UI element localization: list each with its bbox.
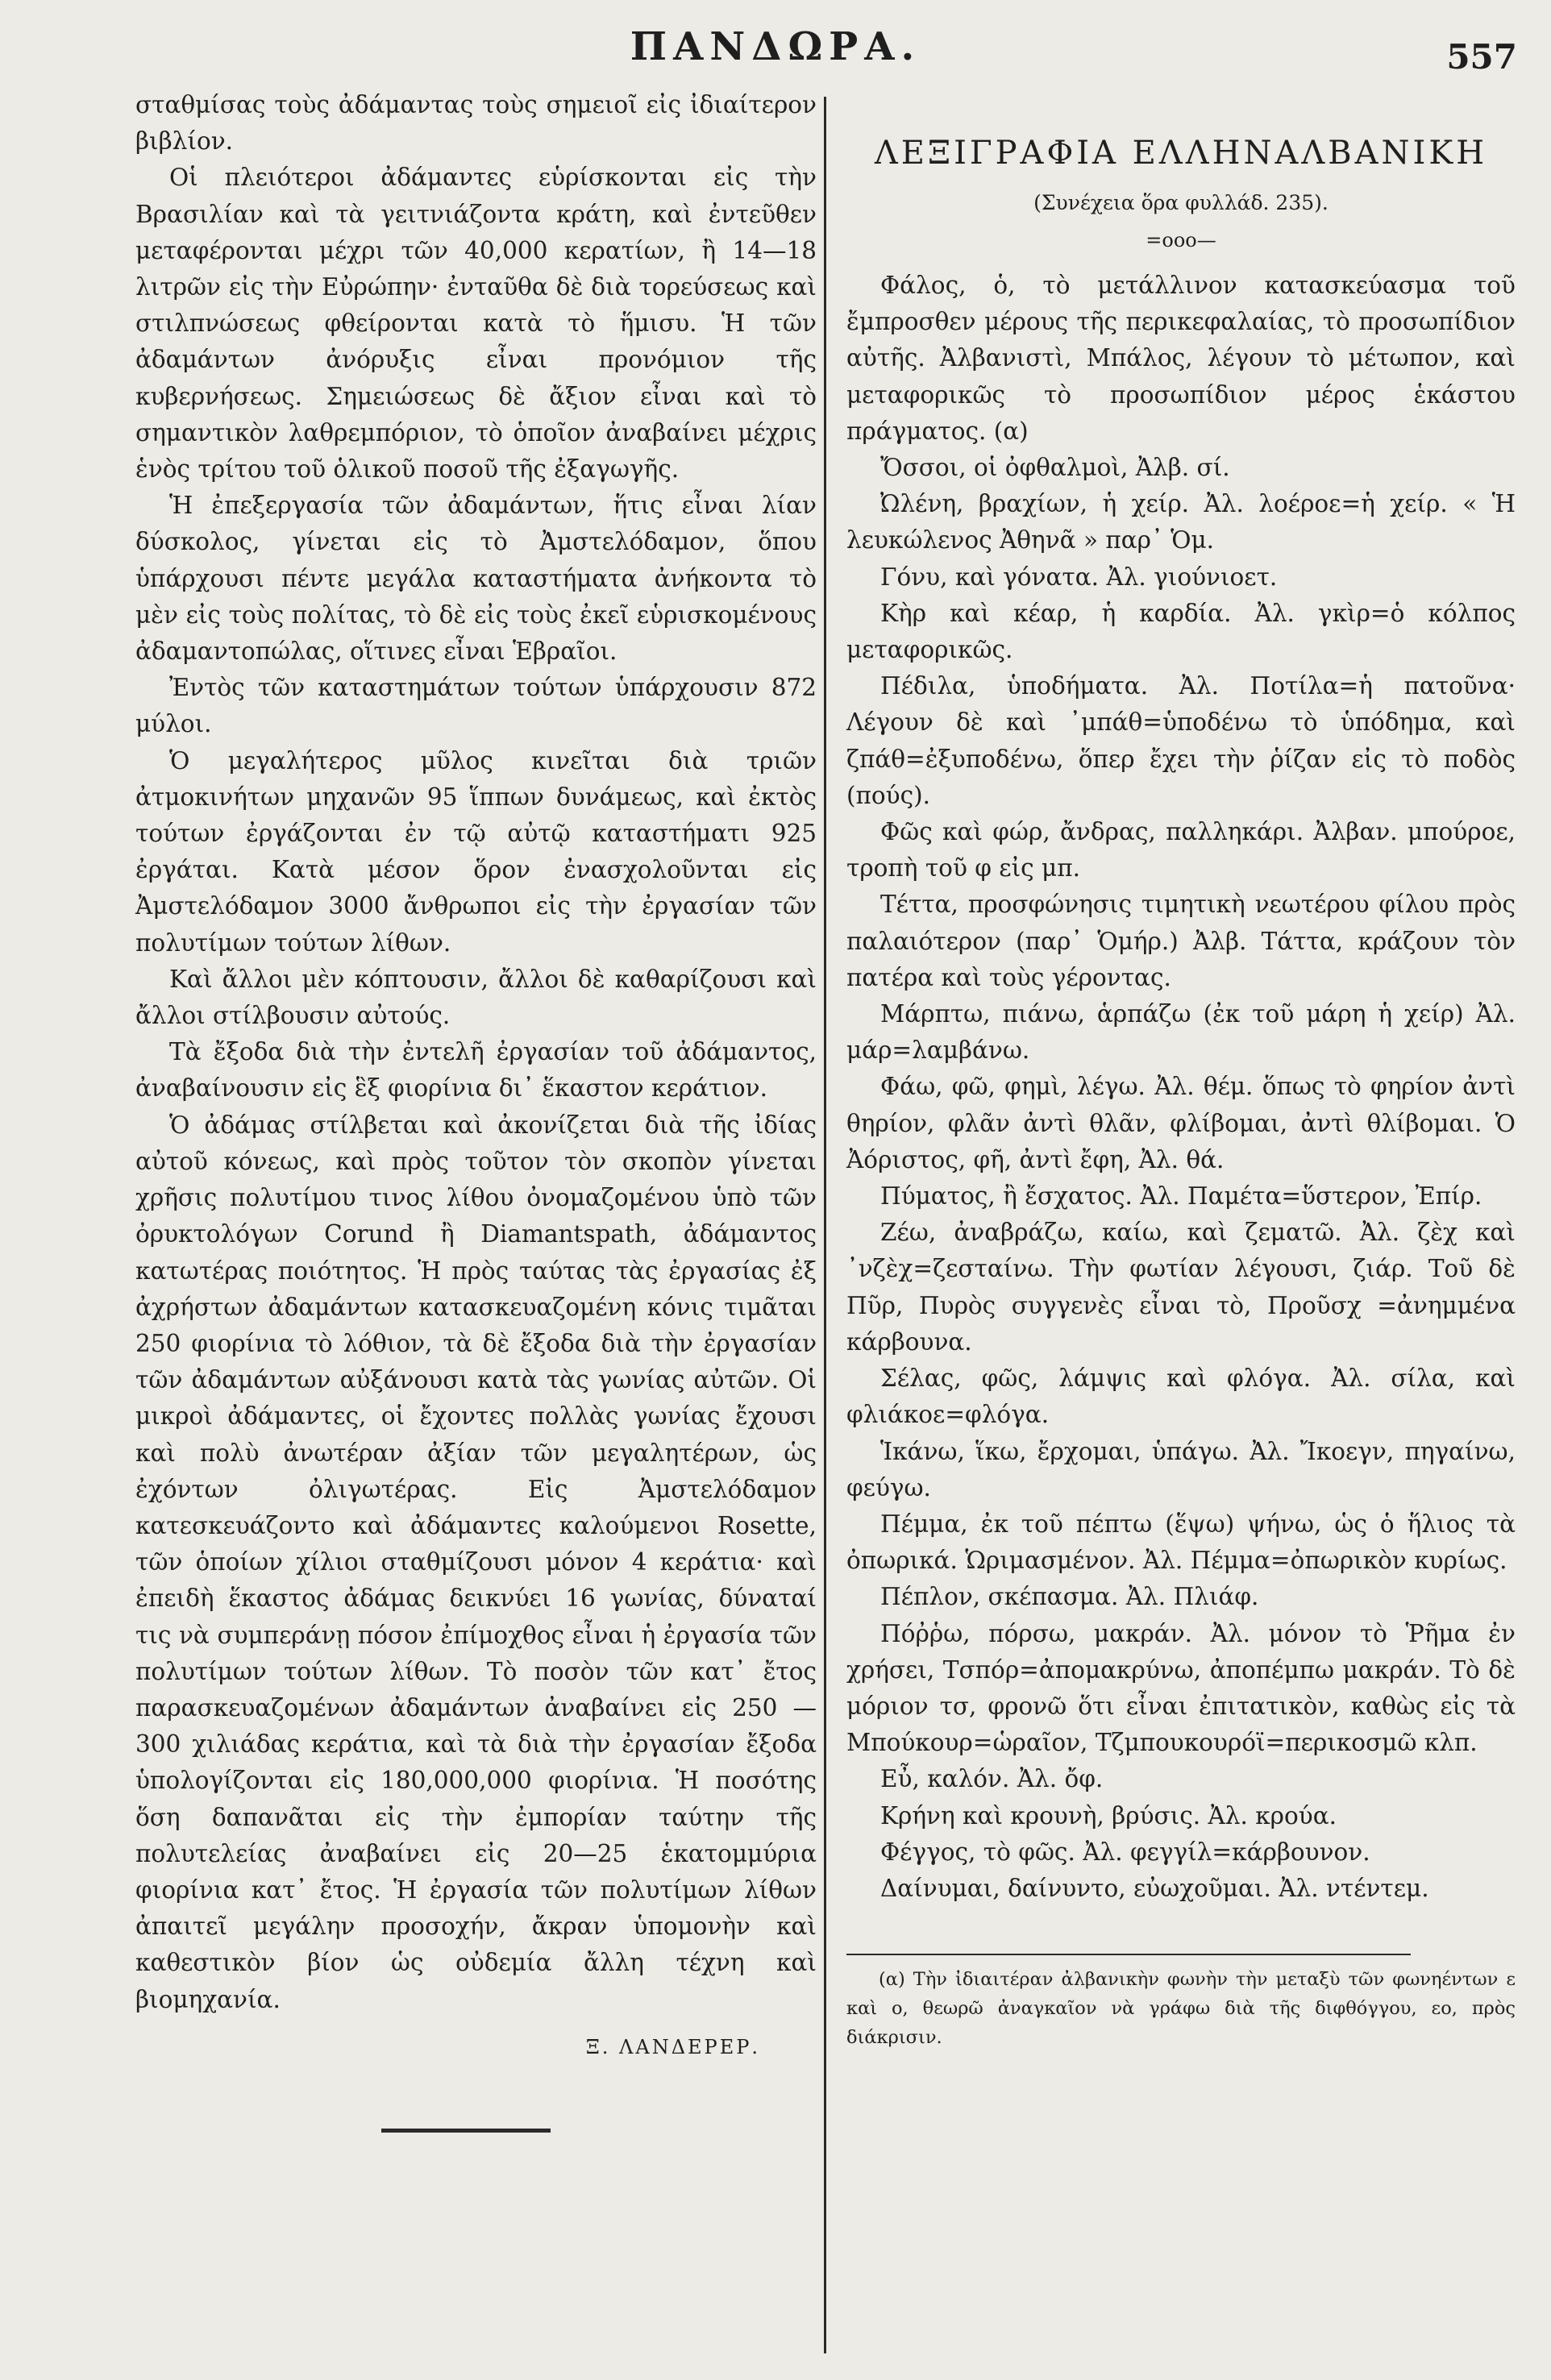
- section-subtitle: (Συνέχεια ὅρα φυλλάδ. 235).: [1033, 191, 1329, 214]
- left-paragraph: Ὁ μεγαλήτερος μῦλος κινεῖται διὰ τριῶν ἀτμοκινήτων μηχανῶν 95 ἵππων δυνάμεως, καὶ ἐκτὸς τούτων ἐργάζονται ἐν τῷ αὐτῷ καταστήματι 925 ἐργάται. Κατὰ μέσον ὅρον ἐνασχολοῦνται εἰς Ἀμστελόδαμον 3000 ἄνθρωποι εἰς τὴν ἐργασίαν τῶν πολυτίμων τούτων λίθων.: [135, 746, 817, 957]
- left-paragraph: Καὶ ἄλλοι μὲν κόπτουσιν, ἄλλοι δὲ καθαρίζουσι καὶ ἄλλοι στίλβουσιν αὐτούς.: [135, 965, 817, 1030]
- lexicon-entry: Πέπλον, σκέπασμα. Ἀλ. Πλιάφ.: [880, 1583, 1259, 1611]
- left-paragraph: σταθμίσας τοὺς ἀδάμαντας τοὺς σημειοῖ εἰς ἰδιαίτερον βιβλίον.: [135, 91, 817, 156]
- left-paragraph: Ἐντὸς τῶν καταστημάτων τούτων ὑπάρχουσιν 872 μύλοι.: [135, 674, 817, 738]
- lexicon-entry: Πύματος, ἢ ἔσχατος. Ἀλ. Παμέτα=ὕστερον, Ἐπίρ.: [880, 1182, 1482, 1211]
- footnote: [846, 1965, 1516, 2052]
- article-signature: Ξ. ΛΑΝΔΕΡΕΡ.: [585, 2035, 760, 2058]
- lexicon-entry: Δαίνυμαι, δαίνυντο, εὐωχοῦμαι. Ἀλ. ντέντεμ.: [880, 1874, 1429, 1902]
- lexicon-entry: Τέττα, προσφώνησις τιμητικὴ νεωτέρου φίλου πρὸς παλαιότερον (παρ᾽ Ὁμήρ.) Ἀλβ. Τάττα, κράζουν τὸν πατέρα καὶ τοὺς γέροντας.: [846, 891, 1516, 991]
- lexicon-entry: Ὄσσοι, οἱ ὀφθαλμοὶ, Ἀλβ. σί.: [880, 454, 1230, 482]
- lexicon-entry: Ἱκάνω, ἵκω, ἔρχομαι, ὑπάγω. Ἀλ. Ἴκοεγν, πηγαίνω, φεύγω.: [846, 1437, 1516, 1502]
- lexicon-entry: Μάρπτω, πιάνω, ἁρπάζω (ἐκ τοῦ μάρη ἡ χείρ) Ἀλ. μάρ=λαμβάνω.: [846, 1000, 1516, 1065]
- lexicon-entry: Πόῤῥω, πόρσω, μακράν. Ἀλ. μόνον τὸ Ῥῆμα ἐν χρήσει, Τσπόρ=ἀπομακρύνω, ἀποπέμπω μακράν. Τὸ δὲ μόριον τσ, φρονῶ ὅτι εἶναι ἐπιτατικὸν, καθὼς εἰς τὰ Μπούκουρ=ὡραῖον, Τζμπουκουρόϊ=περικοσμῶ κλπ.: [846, 1619, 1516, 1757]
- lexicon-entry: Ὠλένη, βραχίων, ἡ χείρ. Ἀλ. λοέροε=ἡ χείρ. « Ἡ λευκώλενος Ἀθηνᾶ » παρ᾽ Ὁμ.: [846, 490, 1516, 555]
- section-title: ΛΕΞΙΓΡΑΦΙΑ ΕΛΛΗΝΑΛΒΑΝΙΚΗ: [874, 135, 1488, 172]
- lexicon-entry: Γόνυ, καὶ γόνατα. Ἀλ. γιούνιοετ.: [880, 563, 1278, 591]
- lexicon-entry: Πέμμα, ἐκ τοῦ πέπτω (ἕψω) ψήνω, ὡς ὁ ἥλιος τὰ ὀπωρικά. Ὡριμασμένον. Ἀλ. Πέμμα=ὀπωρικὸν κυρίως.: [846, 1510, 1516, 1575]
- footnote-rule: [846, 1954, 1411, 1955]
- footnote-text: (α) Τὴν ἰδιαιτέραν ἀλβανικὴν φωνὴν τὴν μεταξὺ τῶν φωνηέντων ε καὶ ο, θεωρῶ ἀναγκαῖον νὰ γράφω διὰ τῆς διφθόγγου, εο, πρὸς διάκρισιν.: [846, 1969, 1516, 2049]
- left-paragraph: Τὰ ἔξοδα διὰ τὴν ἐντελῆ ἐργασίαν τοῦ ἀδάμαντος, ἀναβαίνουσιν εἰς ἓξ φιορίνια δι᾽ ἕκαστον κεράτιον.: [135, 1038, 817, 1103]
- left-paragraph: Ὁ ἀδάμας στίλβεται καὶ ἀκονίζεται διὰ τῆς ἰδίας αὐτοῦ κόνεως, καὶ πρὸς τοῦτον τὸν σκοπὸν γίνεται χρῆσις πολυτίμου τινος λίθου ὀνομαζομένου ὑπὸ τῶν ὀρυκτολόγων Corund ἢ Diamantspath, ἀδάμαντος κατωτέρας ποιότητος. Ἡ πρὸς ταύτας τὰς ἐργασίας ἐξ ἀχρήστων ἀδαμάντων κατασκευαζομένη κόνις τιμᾶται 250 φιορίνια τὸ λόθιον, τὰ δὲ ἔξοδα διὰ τὴν ἐργασίαν τῶν ἀδαμάντων αὐξάνουσι κατὰ τὰς γωνίας αὐτῶν. Οἱ μικροὶ ἀδάμαντες, οἱ ἔχοντες πολλὰς γωνίας ἔχουσι καὶ πολὺ ἀνωτέραν ἀξίαν τῶν μεγαλητέρων, ὡς ἐχόντων ὀλιγωτέρας. Εἰς Ἀμστελόδαμον κατεσκευάζοντο καὶ ἀδάμαντες καλούμενοι Rosette, τῶν ὁποίων χίλιοι σταθμίζουσι μόνον 4 κεράτια· καὶ ἐπειδὴ ἕκαστος ἀδάμας δεικνύει 16 γωνίας, δύναταί τις νὰ συμπεράνῃ πόσον ἐπίμοχθος εἶναι ἡ ἐργασία τῶν πολυτίμων τούτων λίθων. Τὸ ποσὸν τῶν κατ᾽ ἔτος παρασκευαζομένων ἀδαμάντων ἀναβαίνει εἰς 250 — 300 χιλιάδας κεράτια, καὶ τὰ διὰ τὴν ἐργασίαν ἔξοδα ὑπολογίζονται εἰς 180,000,000 φιορίνια. Ἡ ποσότης ὅση δαπανᾶται εἰς τὴν ἐμπορίαν ταύτην τῆς πολυτελείας ἀναβαίνει εἰς 20—25 ἑκατομμύρια φιορίνια κατ᾽ ἔτος. Ἡ ἐργασία τῶν πολυτίμων λίθων ἀπαιτεῖ μεγάλην προσοχήν, ἄκραν ὑπομονὴν καὶ καθεστικὸν βίον ὡς οὐδεμία ἄλλη τέχνη καὶ βιομηχανία.: [135, 1111, 817, 2013]
- left-column: [135, 87, 817, 2133]
- section-ornament: =οοο—: [1146, 229, 1216, 251]
- lexicon-entry: Φάω, φῶ, φημὶ, λέγω. Ἀλ. θέμ. ὅπως τὸ φηρίον ἀντὶ θηρίον, φλᾶν ἀντὶ θλᾶν, φλίβομαι, ἀντὶ θλίβομαι. Ὁ Ἀόριστος, φῆ, ἀντὶ ἔφη, Ἀλ. θά.: [846, 1073, 1516, 1173]
- right-column: [846, 87, 1516, 2052]
- lexicon-entry: Εὖ, καλόν. Ἀλ. ὄφ.: [880, 1765, 1104, 1793]
- lexicon-entry: Πέδιλα, ὑποδήματα. Ἀλ. Ποτίλα=ἡ πατοῦνα· Λέγουν δὲ καὶ ᾽μπάθ=ὑποδένω τὸ ὑπόδημα, καὶ ζπάθ=ἐξυποδένω, ὅπερ ἔχει τὴν ῥίζαν εἰς τὸ ποδὸς (πούς).: [846, 672, 1516, 809]
- lexicon-entry: Κρήνη καὶ κρουνὴ, βρύσις. Ἀλ. κρούα.: [880, 1801, 1337, 1830]
- lexicon-entry: Σέλας, φῶς, λάμψις καὶ φλόγα. Ἀλ. σίλα, καὶ φλιάκοε=φλόγα.: [846, 1364, 1516, 1429]
- lexicon-entry: Φέγγος, τὸ φῶς. Ἀλ. φεγγίλ=κάρβουνον.: [880, 1838, 1370, 1866]
- page-number: 557: [1446, 37, 1517, 77]
- lexicon-entry: Κὴρ καὶ κέαρ, ἡ καρδία. Ἀλ. γκὶρ=ὁ κόλπος μεταφορικῶς.: [846, 599, 1516, 664]
- article-end-rule: [381, 2129, 551, 2133]
- left-paragraph: Ἡ ἐπεξεργασία τῶν ἀδαμάντων, ἥτις εἶναι λίαν δύσκολος, γίνεται εἰς τὸ Ἀμστελόδαμον, ὅπου ὑπάρχουσι πέντε μεγάλα καταστήματα ἀνήκοντα τὸ μὲν εἰς τοὺς πολίτας, τὸ δὲ εἰς τοὺς ἐκεῖ εὑρισκομένους ἀδαμαντοπώλας, οἵτινες εἶναι Ἑβραῖοι.: [135, 492, 817, 666]
- column-divider: [824, 97, 826, 2353]
- lexicon-entry: Φάλος, ὁ, τὸ μετάλλινον κατασκεύασμα τοῦ ἔμπροσθεν μέρους τῆς περικεφαλαίας, τὸ προσωπίδιον αὐτῆς. Ἀλβανιστὶ, Μπάλος, λέγουν τὸ μέτωπον, καὶ μεταφορικῶς τὸ προσωπίδιον μέρος ἑκάστου πράγματος. (α): [846, 272, 1516, 445]
- lexicon-entry: Ζέω, ἀναβράζω, καίω, καὶ ζεματῶ. Ἀλ. ζὲχ καὶ ᾽νζὲχ=ζεσταίνω. Τὴν φωτίαν λέγουσι, ζιάρ. Τοῦ δὲ Πῦρ, Πυρὸς συγγενὲς εἶναι τὸ, Προῦσχ =ἀνημμένα κάρβουνα.: [846, 1219, 1516, 1356]
- lexicon-entry: Φῶς καὶ φώρ, ἄνδρας, παλληκάρι. Ἀλβαν. μπούροε, τροπὴ τοῦ φ εἰς μπ.: [846, 818, 1516, 883]
- left-paragraph: Οἱ πλειότεροι ἀδάμαντες εὑρίσκονται εἰς τὴν Βρασιλίαν καὶ τὰ γειτνιάζοντα κράτη, καὶ ἐντεῦθεν μεταφέρονται μέχρι τῶν 40,000 κερατίων, ἢ 14—18 λιτρῶν εἰς τὴν Εὐρώπην· ἐνταῦθα δὲ διὰ τορεύσεως καὶ στιλπνώσεως φθείρονται κατὰ τὸ ἥμισυ. Ἡ τῶν ἀδαμάντων ἀνόρυξις εἶναι προνόμιον τῆς κυβερνήσεως. Σημειώσεως δὲ ἄξιον εἶναι καὶ τὸ σημαντικὸν λαθρεμπόριον, τὸ ὁποῖον ἀναβαίνει μέχρις ἑνὸς τρίτου τοῦ ὁλικοῦ ποσοῦ τῆς ἐξαγωγῆς.: [135, 164, 817, 484]
- page-header-title: ΠΑΝΔΩΡΑ.: [630, 24, 921, 69]
